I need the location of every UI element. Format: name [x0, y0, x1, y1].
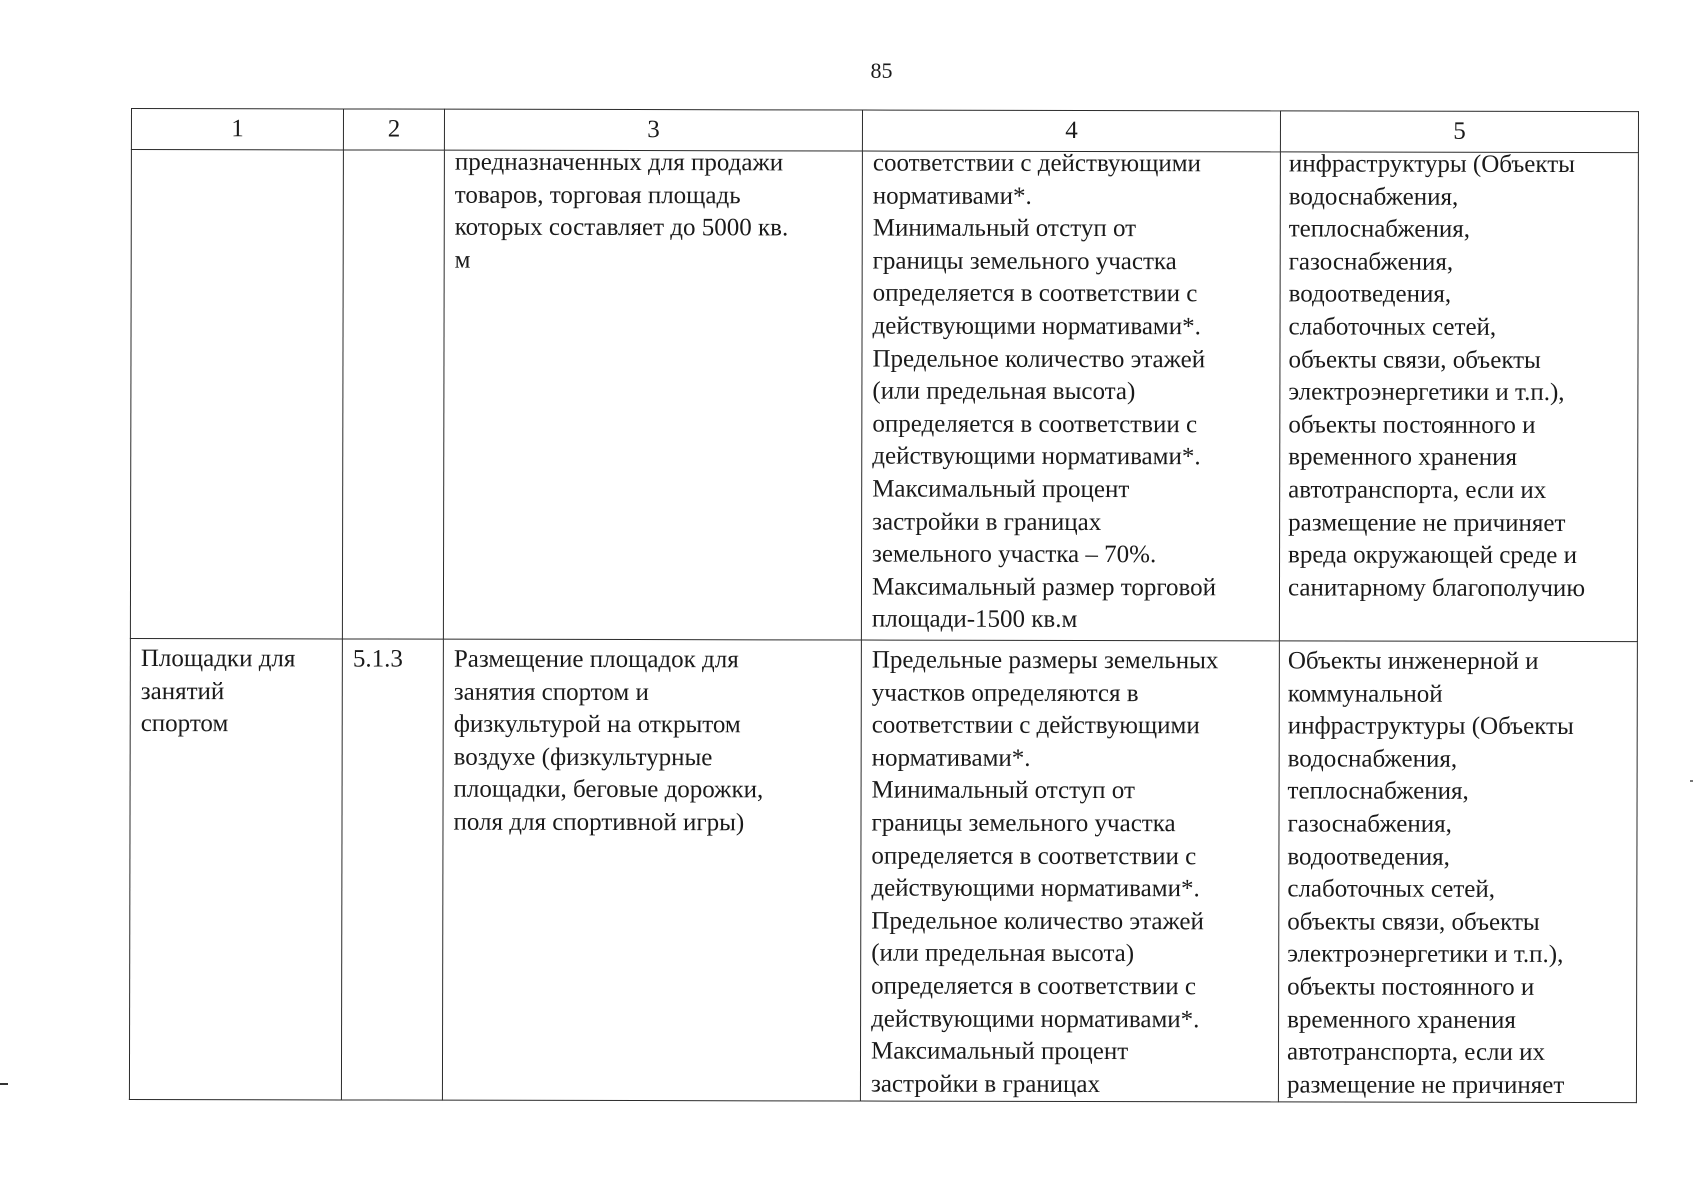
row1-use-name-cell — [130, 150, 343, 639]
row2-parameters-cell — [860, 640, 1279, 1102]
row1-parameters: соответствии с действующими нормативами*. Минимальный отступ от границы земельного участка определяется в соответствии с действующими нормативами*. Предельное количество этажей (или предельная высота) определяется в соответствии с действующими нормативами*. Максимальный процент застройки в границах земельного участка – 70%. Максимальный размер торговой площади-1500 кв.м — [871, 149, 1217, 634]
row1-description-cell — [443, 150, 862, 640]
column-header-2: 2 — [343, 109, 444, 150]
scan-edge-mark — [1690, 780, 1693, 782]
column-header-1: 1 — [131, 109, 343, 150]
zoning-regulations-table — [129, 108, 1639, 1103]
row1-parameters-cell — [861, 151, 1280, 641]
column-header-5: 5 — [1280, 111, 1638, 153]
row1-auxiliary-uses: инфраструктуры (Объекты водоснабжения, теплоснабжения, газоснабжения, водоотведения, слаботочных сетей, объекты связи, объекты электроэнергетики и т.п.), объекты постоянного и временного хранения автотранспорта, если их размещение не причиняет вреда окружающей среде и санитарному благополучию — [1287, 150, 1586, 602]
row2-code-cell — [341, 639, 443, 1101]
row1-description: предназначенных для продажи товаров, торговая площадь которых составляет до 5000 кв. м — [454, 148, 789, 274]
row1-code-cell — [342, 150, 444, 639]
row1-auxiliary-uses-cell — [1279, 152, 1638, 642]
row2-description-cell — [442, 639, 861, 1101]
row2-auxiliary-uses: Объекты инженерной и коммунальной инфраструктуры (Объекты водоснабжения, теплоснабжения, газоснабжения, водоотведения, слаботочных сетей, объекты связи, объекты электроэнергетики и т.п.), объекты постоянного и временного хранения автотранспорта, если их размещение не причиняет — [1286, 647, 1574, 1099]
row2-use-name-cell — [129, 638, 342, 1100]
row2-auxiliary-uses-cell — [1278, 641, 1637, 1103]
column-header-3: 3 — [444, 109, 862, 151]
row2-description: Размещение площадок для занятия спортом и физкультурой на открытом воздухе (физкультурные площадки, беговые дорожки, поля для спортивной игры) — [453, 645, 764, 837]
table-row — [129, 638, 1637, 1102]
row2-use-name: Площадки для занятий спортом — [140, 645, 296, 738]
scan-edge-mark — [0, 1083, 8, 1085]
row2-parameters: Предельные размеры земельных участков определяются в соответствии с действующими нормативами*. Минимальный отступ от границы земельного участка определяется в соответствии с действующими нормативами*. Предельное количество этажей (или предельная высота) определяется в соответствии с действующими нормативами*. Максимальный процент застройки в границах — [870, 646, 1219, 1098]
column-header-4: 4 — [862, 110, 1280, 152]
row2-code: 5.1.3 — [352, 645, 403, 673]
table-row — [130, 150, 1638, 642]
page-number: 85 — [870, 58, 893, 83]
